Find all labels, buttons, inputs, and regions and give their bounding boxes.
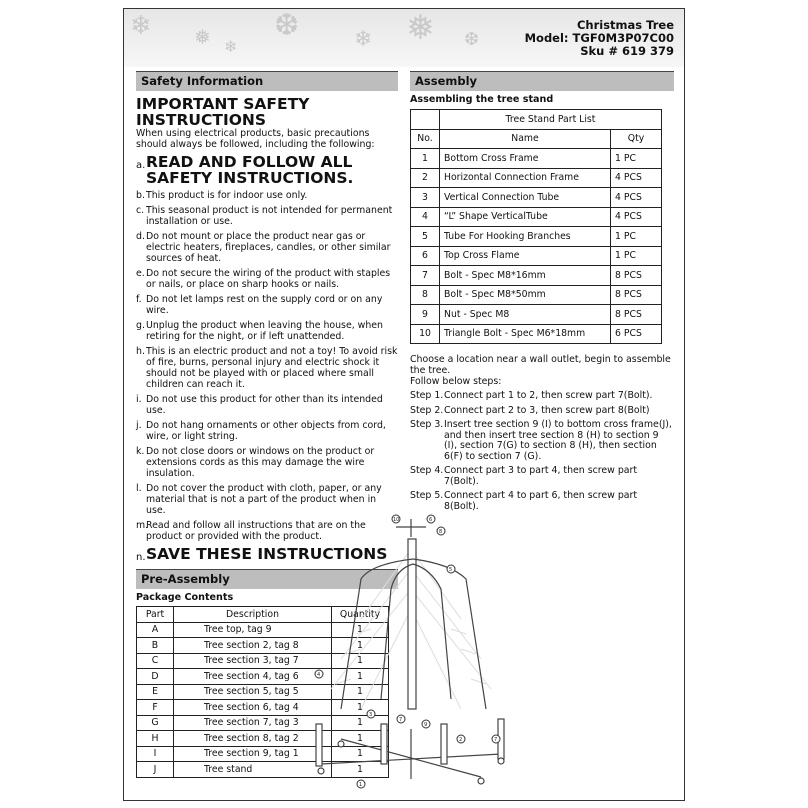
safety-item (136, 205, 398, 227)
safety-item-text: This is an electric product and not a toy! To avoid risk of fire, burns, personal injury and electric shock it should not be played with or placed where small children can reach it. (146, 346, 398, 390)
table-cell: 8 (411, 285, 440, 305)
product-header (525, 19, 674, 58)
safety-item-text: Do not secure the wiring of the product with staples or nails, or place on sharp hooks or nails. (146, 268, 391, 290)
table-cell: 1 (332, 700, 389, 716)
table-cell: 3 (411, 188, 440, 208)
assembly-step (410, 391, 674, 402)
safety-item-text: Do not cover the product with cloth, paper, or any material that is not a part of the product when in use. (146, 483, 382, 516)
table-cell: C (137, 653, 174, 669)
callout-label: 10 (393, 517, 400, 523)
table-cell: Bottom Cross Frame (440, 149, 611, 169)
safety-heading-line: IMPORTANT SAFETY (136, 95, 310, 113)
callout-label: 8 (439, 529, 443, 535)
safety-item-text: SAVE THESE INSTRUCTIONS (146, 545, 388, 563)
snowflake-icon: ❄ (224, 37, 238, 56)
top-cross-frame (396, 519, 426, 537)
step-text: Connect part 1 to 2, then screw part 7(Bolt). (444, 390, 653, 401)
table-cell: F (137, 700, 174, 716)
callout-label: 5 (449, 567, 453, 573)
steps-list (410, 391, 674, 512)
safety-item-text: Do not let lamps rest on the supply cord or on any wire. (146, 294, 383, 316)
vertical-tube (441, 724, 447, 764)
table-row (411, 266, 662, 286)
snowflake-icon: ❄ (354, 27, 373, 52)
callout-label: 6 (429, 517, 433, 523)
table-cell: 4 (411, 207, 440, 227)
safety-item-letter: l. (136, 483, 142, 494)
caster-wheel (318, 768, 324, 774)
safety-item (136, 268, 398, 290)
safety-item-text: Do not use this product for other than its intended use. (146, 394, 383, 416)
manual-page (123, 8, 685, 801)
table-cell: 10 (411, 324, 440, 344)
step-label: Step 3. (410, 419, 444, 430)
table-cell: 4 PCS (611, 168, 662, 188)
table-cell: Tree section 2, tag 8 (174, 638, 332, 654)
table-cell: B (137, 638, 174, 654)
safety-item (136, 231, 398, 264)
snowflake-icon: ❅ (194, 25, 211, 49)
assembly-step (410, 420, 674, 462)
vertical-tube (316, 724, 322, 766)
table-cell: 4 PCS (611, 188, 662, 208)
table-header: Part (137, 607, 174, 623)
table-cell: 1 (332, 762, 389, 778)
safety-intro: When using electrical products, basic precautions should always be followed, including the following: (136, 128, 375, 150)
safety-item-letter: m. (136, 520, 149, 531)
table-cell: E (137, 684, 174, 700)
table-cell: Top Cross Flame (440, 246, 611, 266)
safety-item (136, 394, 398, 416)
callout-label: 7 (494, 737, 498, 743)
step-label: Step 1. (410, 390, 444, 401)
safety-section-title: Safety Information (136, 71, 398, 91)
l-tube (413, 564, 451, 699)
safety-item-text: This seasonal product is not intended for permanent installation or use. (146, 205, 393, 227)
table-cell: 6 PCS (611, 324, 662, 344)
table-cell: J (137, 762, 174, 778)
product-name: Christmas Tree (576, 18, 674, 32)
step-label: Step 2. (410, 404, 444, 416)
table-row (411, 324, 662, 344)
table-header: Name (440, 129, 611, 149)
table-cell: 5 (411, 227, 440, 247)
table-cell: 1 (332, 731, 389, 747)
table-cell: 1 (332, 653, 389, 669)
safety-item (136, 446, 398, 479)
table-cell: 7 (411, 266, 440, 286)
safety-item (136, 320, 398, 342)
table-header: Qty (611, 129, 662, 149)
safety-item (136, 346, 398, 390)
table-cell: Tree section 9, tag 1 (174, 746, 332, 762)
table-row (411, 168, 662, 188)
table-cell: 1 (332, 715, 389, 731)
table-cell: 1 (332, 622, 389, 638)
caster-wheel (338, 741, 344, 747)
step-label: Step 4. (410, 465, 444, 476)
safety-item-text: Do not hang ornaments or other objects from cord, wire, or light string. (146, 420, 386, 442)
stand-part-table-title: Tree Stand Part List (440, 110, 662, 130)
safety-item-text: READ AND FOLLOW ALL SAFETY INSTRUCTIONS. (146, 153, 354, 187)
step-text: Connect part 4 to part 6, then screw part 8(Bolt). (444, 490, 638, 512)
safety-item-letter: h. (136, 346, 145, 357)
safety-item (136, 190, 398, 201)
table-row (411, 207, 662, 227)
table-cell: Horizontal Connection Frame (440, 168, 611, 188)
table-cell: Tree section 6, tag 4 (174, 700, 332, 716)
model-number: Model: TGF0M3P07C00 (524, 31, 674, 45)
step-text: Connect part 2 to 3, then screw part 8(Bolt) (444, 404, 650, 416)
table-cell: 2 (411, 168, 440, 188)
table-row (411, 227, 662, 247)
preassembly-section-title: Pre-Assembly (136, 569, 398, 589)
bottom-cross-frame (321, 729, 501, 779)
table-header: Description (174, 607, 332, 623)
table-row (411, 149, 662, 169)
safety-item (136, 420, 398, 442)
safety-item-letter: b. (136, 190, 145, 201)
safety-item-letter: i. (136, 394, 142, 405)
safety-item-letter: a. (136, 160, 146, 171)
table-header: Quantity (332, 607, 389, 623)
table-cell: Tree section 4, tag 6 (174, 669, 332, 685)
l-tube (341, 559, 413, 709)
callout-label: 3 (369, 712, 373, 718)
table-cell: Triangle Bolt - Spec M6*18mm (440, 324, 611, 344)
safety-heading-line: INSTRUCTIONS (136, 111, 267, 129)
table-cell: D (137, 669, 174, 685)
table-cell: Tube For Hooking Branches (440, 227, 611, 247)
table-cell: 6 (411, 246, 440, 266)
table-cell: 9 (411, 305, 440, 325)
safety-item-text: Unplug the product when leaving the house, when retiring for the night, or if left unattended. (146, 320, 383, 342)
caster-wheel (478, 778, 484, 784)
table-cell: Tree stand (174, 762, 332, 778)
assembly-step (410, 466, 674, 487)
table-cell: 1 (332, 746, 389, 762)
table-cell: H (137, 731, 174, 747)
safety-item (136, 294, 398, 316)
assembly-subtitle: Assembling the tree stand (410, 94, 554, 105)
assembly-step (410, 406, 674, 417)
safety-item-letter: e. (136, 268, 145, 279)
snowflake-icon: ❄ (130, 11, 152, 41)
step-text: Insert tree section 9 (I) to bottom cross frame(J), and then insert tree section 8 (H) to section 9 (I), section 7(G) to section 8 (H), then section 6(F) to section 7 (G). (444, 419, 672, 462)
step-text: Connect part 3 to part 4, then screw part 7(Bolt). (444, 465, 638, 487)
table-cell: 1 PC (611, 246, 662, 266)
snowflake-icon: ❆ (464, 29, 480, 50)
right-column (410, 71, 674, 512)
safety-item (136, 154, 398, 186)
safety-item-letter: d. (136, 231, 145, 242)
tree-stand-illustration (301, 509, 521, 799)
safety-item-text: This product is for indoor use only. (146, 190, 308, 201)
caster-wheel (498, 758, 504, 764)
table-cell: “L” Shape VerticalTube (440, 207, 611, 227)
callout-label: 4 (317, 672, 321, 678)
snowflake-icon: ❆ (274, 8, 300, 43)
safety-item-letter: f. (136, 294, 142, 305)
table-cell: Bolt - Spec M8*50mm (440, 285, 611, 305)
table-cell: 8 PCS (611, 285, 662, 305)
callout-label: 9 (424, 722, 428, 728)
table-cell: Vertical Connection Tube (440, 188, 611, 208)
table-cell: Tree section 5, tag 5 (174, 684, 332, 700)
table-cell: 4 PCS (611, 207, 662, 227)
table-cell: 1 (332, 669, 389, 685)
table-cell: 1 (332, 684, 389, 700)
table-row (411, 246, 662, 266)
stand-part-table (410, 109, 662, 344)
table-cell: 1 (332, 638, 389, 654)
safety-heading (136, 96, 398, 128)
table-cell: I (137, 746, 174, 762)
safety-item-letter: n. (136, 552, 146, 563)
table-cell: Tree top, tag 9 (174, 622, 332, 638)
follow-steps-label: Follow below steps: (410, 376, 502, 387)
table-header: No. (411, 129, 440, 149)
table-cell: 1 PC (611, 149, 662, 169)
assembly-section-title: Assembly (410, 71, 674, 91)
table-cell: Tree section 8, tag 2 (174, 731, 332, 747)
safety-item-letter: k. (136, 446, 145, 457)
table-row (411, 188, 662, 208)
assembly-intro: Choose a location near a wall outlet, begin to assemble the tree. (410, 354, 671, 376)
table-cell: A (137, 622, 174, 638)
table-cell: 8 PCS (611, 305, 662, 325)
safety-item-text: Do not close doors or windows on the product or extensions cords as this may damage the wire insulation. (146, 446, 375, 479)
table-row (411, 305, 662, 325)
safety-list (136, 154, 398, 563)
table-cell: 1 (411, 149, 440, 169)
table-cell: 1 PC (611, 227, 662, 247)
safety-item-letter: g. (136, 320, 145, 331)
callout-label: 1 (359, 782, 363, 788)
safety-item-text: Read and follow all instructions that are on the product or provided with the product. (146, 520, 366, 542)
sku-number: Sku # 619 379 (580, 44, 674, 58)
safety-item-letter: j. (136, 420, 142, 431)
table-cell: Tree section 7, tag 3 (174, 715, 332, 731)
safety-item-text: Do not mount or place the product near gas or electric heaters, fireplaces, candles, or other similar sources of heat. (146, 231, 391, 264)
table-corner (411, 110, 440, 130)
callout-label: 7 (399, 717, 403, 723)
table-cell: G (137, 715, 174, 731)
table-cell: 8 PCS (611, 266, 662, 286)
callout-label: 2 (459, 737, 463, 743)
table-cell: Tree section 3, tag 7 (174, 653, 332, 669)
vertical-tube (381, 724, 387, 764)
table-cell: Bolt - Spec M8*16mm (440, 266, 611, 286)
table-cell: Nut - Spec M8 (440, 305, 611, 325)
package-contents-title: Package Contents (136, 592, 234, 603)
snowflake-icon: ❅ (406, 8, 435, 48)
safety-item-letter: c. (136, 205, 145, 216)
table-row (411, 285, 662, 305)
step-label: Step 5. (410, 490, 444, 501)
